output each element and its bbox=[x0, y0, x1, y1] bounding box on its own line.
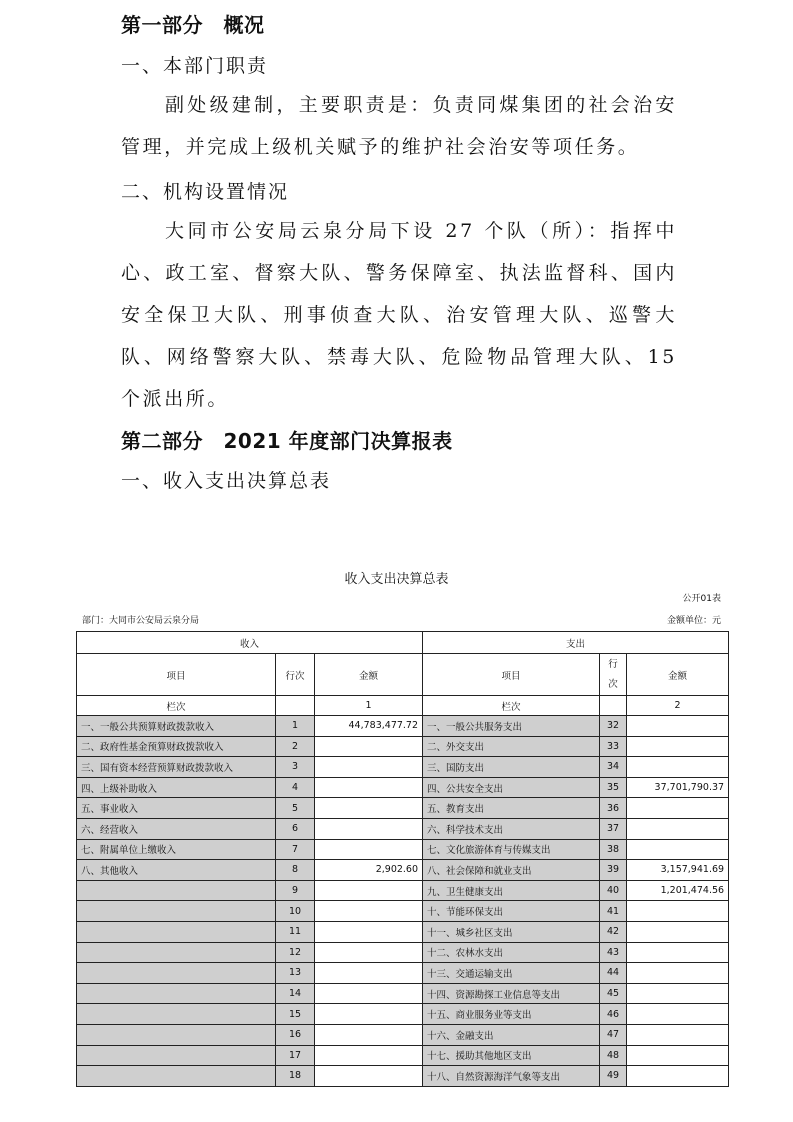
expense-amount-cell bbox=[627, 839, 729, 860]
unit-label: 金额单位：元 bbox=[666, 616, 721, 626]
income-item-cell bbox=[77, 983, 276, 1004]
expense-line-cell: 37 bbox=[600, 818, 627, 839]
expense-amount-cell bbox=[627, 963, 729, 984]
table-row bbox=[77, 1045, 729, 1066]
income-item-cell: 四、上级补助收入 bbox=[77, 777, 276, 798]
income-item-cell: 六、经营收入 bbox=[77, 818, 276, 839]
expense-line-cell: 34 bbox=[600, 757, 627, 778]
section2-heading: 二、机构设置情况 bbox=[121, 181, 290, 203]
col-expense-item: 项目 bbox=[423, 654, 600, 696]
income-amount-cell bbox=[315, 1045, 423, 1066]
income-amount-cell bbox=[315, 880, 423, 901]
expense-amount-cell bbox=[627, 942, 729, 963]
income-line-cell: 5 bbox=[276, 798, 315, 819]
income-item-cell bbox=[77, 963, 276, 984]
expense-column-number: 2 bbox=[627, 696, 729, 716]
table-row bbox=[77, 716, 729, 737]
expense-amount-cell bbox=[627, 736, 729, 757]
expense-line-cell: 35 bbox=[600, 777, 627, 798]
table-row bbox=[77, 942, 729, 963]
expense-item-cell: 十八、自然资源海洋气象等支出 bbox=[423, 1066, 600, 1087]
expense-line-cell: 43 bbox=[600, 942, 627, 963]
row-label-income: 栏次 bbox=[77, 696, 276, 716]
income-amount-cell bbox=[315, 1004, 423, 1025]
expense-amount-cell: 1,201,474.56 bbox=[627, 880, 729, 901]
income-line-cell: 18 bbox=[276, 1066, 315, 1087]
income-line-cell: 17 bbox=[276, 1045, 315, 1066]
row-label-expense: 栏次 bbox=[423, 696, 600, 716]
income-amount-cell bbox=[315, 983, 423, 1004]
part1-title: 第一部分 概况 bbox=[121, 13, 265, 37]
part2-title: 第二部分 2021 年度部门决算报表 bbox=[121, 429, 453, 453]
expense-amount-cell: 37,701,790.37 bbox=[627, 777, 729, 798]
income-item-cell bbox=[77, 1066, 276, 1087]
expense-line-cell: 48 bbox=[600, 1045, 627, 1066]
income-header: 收入 bbox=[77, 632, 423, 654]
expense-item-cell: 十六、金融支出 bbox=[423, 1024, 600, 1045]
expense-line-cell: 39 bbox=[600, 860, 627, 881]
expense-line-cell: 36 bbox=[600, 798, 627, 819]
expense-line-cell: 40 bbox=[600, 880, 627, 901]
expense-line-cell: 47 bbox=[600, 1024, 627, 1045]
income-line-cell: 14 bbox=[276, 983, 315, 1004]
expense-line-cell: 41 bbox=[600, 901, 627, 922]
income-amount-cell bbox=[315, 757, 423, 778]
table-row bbox=[77, 1004, 729, 1025]
income-line-cell: 7 bbox=[276, 839, 315, 860]
income-item-cell bbox=[77, 880, 276, 901]
table-row bbox=[77, 880, 729, 901]
expense-line-cell: 38 bbox=[600, 839, 627, 860]
income-amount-cell bbox=[315, 942, 423, 963]
col-income-item: 项目 bbox=[77, 654, 276, 696]
expense-item-cell: 十五、商业服务业等支出 bbox=[423, 1004, 600, 1025]
part2-section1-heading: 一、收入支出决算总表 bbox=[121, 470, 332, 492]
col-income-line: 行次 bbox=[276, 654, 315, 696]
expense-item-cell: 六、科学技术支出 bbox=[423, 818, 600, 839]
expense-amount-cell bbox=[627, 798, 729, 819]
expense-line-cell: 49 bbox=[600, 1066, 627, 1087]
income-amount-cell bbox=[315, 901, 423, 922]
expense-item-cell: 十、节能环保支出 bbox=[423, 901, 600, 922]
expense-amount-cell bbox=[627, 1004, 729, 1025]
income-amount-cell: 2,902.60 bbox=[315, 860, 423, 881]
income-amount-cell bbox=[315, 921, 423, 942]
expense-item-cell: 五、教育支出 bbox=[423, 798, 600, 819]
income-item-cell bbox=[77, 901, 276, 922]
income-line-cell: 3 bbox=[276, 757, 315, 778]
expense-amount-cell: 3,157,941.69 bbox=[627, 860, 729, 881]
income-line-cell: 16 bbox=[276, 1024, 315, 1045]
table-row bbox=[77, 818, 729, 839]
expense-item-cell: 九、卫生健康支出 bbox=[423, 880, 600, 901]
income-item-cell: 七、附属单位上缴收入 bbox=[77, 839, 276, 860]
table-title: 收入支出决算总表 bbox=[344, 572, 449, 587]
table-row bbox=[77, 798, 729, 819]
income-item-cell: 五、事业收入 bbox=[77, 798, 276, 819]
expense-amount-cell bbox=[627, 901, 729, 922]
table-row bbox=[77, 983, 729, 1004]
income-line-cell: 10 bbox=[276, 901, 315, 922]
table-row bbox=[77, 963, 729, 984]
table-row bbox=[77, 1066, 729, 1087]
expense-item-cell: 二、外交支出 bbox=[423, 736, 600, 757]
expense-item-cell: 三、国防支出 bbox=[423, 757, 600, 778]
income-item-cell bbox=[77, 1024, 276, 1045]
income-amount-cell bbox=[315, 818, 423, 839]
income-amount-cell bbox=[315, 777, 423, 798]
expense-line-cell: 46 bbox=[600, 1004, 627, 1025]
income-item-cell: 一、一般公共预算财政拨款收入 bbox=[77, 716, 276, 737]
income-line-cell: 12 bbox=[276, 942, 315, 963]
income-amount-cell bbox=[315, 839, 423, 860]
expense-line-cell: 32 bbox=[600, 716, 627, 737]
income-expense-table bbox=[76, 631, 729, 1087]
expense-amount-cell bbox=[627, 757, 729, 778]
income-item-cell: 二、政府性基金预算财政拨款收入 bbox=[77, 736, 276, 757]
income-item-cell bbox=[77, 1004, 276, 1025]
table-row bbox=[77, 757, 729, 778]
table-row bbox=[77, 860, 729, 881]
expense-item-cell: 一、一般公共服务支出 bbox=[423, 716, 600, 737]
section1-text: 副处级建制，主要职责是：负责同煤集团的社会治安管理，并完成上级机关赋予的维护社会治安等项任务。 bbox=[121, 94, 677, 158]
income-line-cell: 1 bbox=[276, 716, 315, 737]
expense-amount-cell bbox=[627, 716, 729, 737]
section1-heading: 一、本部门职责 bbox=[121, 55, 269, 77]
table-row bbox=[77, 736, 729, 757]
income-line-cell: 2 bbox=[276, 736, 315, 757]
expense-amount-cell bbox=[627, 1045, 729, 1066]
income-line-cell: 13 bbox=[276, 963, 315, 984]
expense-item-cell: 四、公共安全支出 bbox=[423, 777, 600, 798]
table-row bbox=[77, 839, 729, 860]
income-line-cell: 8 bbox=[276, 860, 315, 881]
income-amount-cell bbox=[315, 1066, 423, 1087]
expense-item-cell: 八、社会保障和就业支出 bbox=[423, 860, 600, 881]
col-income-amount: 金额 bbox=[315, 654, 423, 696]
income-amount-cell bbox=[315, 1024, 423, 1045]
table-row bbox=[77, 1024, 729, 1045]
income-line-cell: 4 bbox=[276, 777, 315, 798]
table-row bbox=[77, 921, 729, 942]
income-line-cell: 11 bbox=[276, 921, 315, 942]
income-line-cell: 15 bbox=[276, 1004, 315, 1025]
expense-item-cell: 十一、城乡社区支出 bbox=[423, 921, 600, 942]
income-column-number: 1 bbox=[315, 696, 423, 716]
income-item-cell bbox=[77, 1045, 276, 1066]
income-amount-cell: 44,783,477.72 bbox=[315, 716, 423, 737]
income-item-cell: 三、国有资本经营预算财政拨款收入 bbox=[77, 757, 276, 778]
income-item-cell bbox=[77, 942, 276, 963]
income-amount-cell bbox=[315, 963, 423, 984]
col-expense-line: 行 次 bbox=[600, 654, 627, 696]
expense-header: 支出 bbox=[423, 632, 729, 654]
expense-amount-cell bbox=[627, 983, 729, 1004]
expense-item-cell: 十四、资源勘探工业信息等支出 bbox=[423, 983, 600, 1004]
income-line-cell: 6 bbox=[276, 818, 315, 839]
expense-amount-cell bbox=[627, 818, 729, 839]
expense-amount-cell bbox=[627, 921, 729, 942]
expense-amount-cell bbox=[627, 1066, 729, 1087]
expense-line-cell: 45 bbox=[600, 983, 627, 1004]
expense-line-cell: 44 bbox=[600, 963, 627, 984]
expense-item-cell: 十二、农林水支出 bbox=[423, 942, 600, 963]
expense-line-cell: 42 bbox=[600, 921, 627, 942]
expense-item-cell: 十三、交通运输支出 bbox=[423, 963, 600, 984]
income-item-cell: 八、其他收入 bbox=[77, 860, 276, 881]
col-expense-amount: 金额 bbox=[627, 654, 729, 696]
income-amount-cell bbox=[315, 736, 423, 757]
department-label: 部门：大同市公安局云泉分局 bbox=[82, 616, 200, 626]
income-line-cell: 9 bbox=[276, 880, 315, 901]
section2-text: 大同市公安局云泉分局下设 27 个队（所）：指挥中心、政工室、督察大队、警务保障室、执法监督科、国内安全保卫大队、刑事侦查大队、治安管理大队、巡警大队、网络警察大队、禁毒大队、危险物品管理大队、15 个派出所。 bbox=[121, 220, 677, 410]
table-row bbox=[77, 901, 729, 922]
expense-item-cell: 十七、援助其他地区支出 bbox=[423, 1045, 600, 1066]
expense-amount-cell bbox=[627, 1024, 729, 1045]
expense-item-cell: 七、文化旅游体育与传媒支出 bbox=[423, 839, 600, 860]
table-row bbox=[77, 777, 729, 798]
form-number: 公开01表 bbox=[682, 594, 721, 604]
expense-line-cell: 33 bbox=[600, 736, 627, 757]
income-amount-cell bbox=[315, 798, 423, 819]
income-item-cell bbox=[77, 921, 276, 942]
